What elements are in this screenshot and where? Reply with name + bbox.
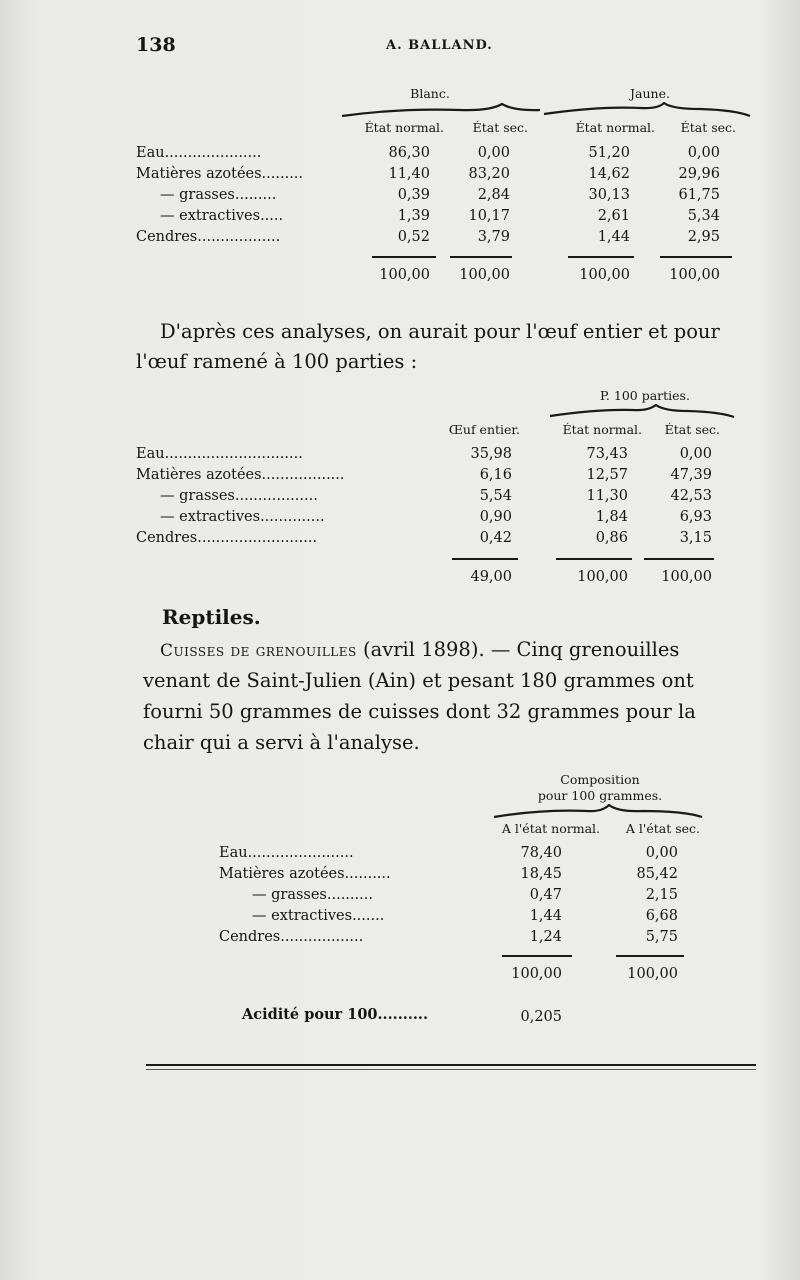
cell: 0,90 xyxy=(479,509,512,525)
brace-jaune xyxy=(540,102,755,122)
cell: 29,96 xyxy=(678,166,720,182)
group-header-blanc: Blanc. xyxy=(410,86,450,101)
cell: 73,43 xyxy=(586,446,628,462)
cell: 47,39 xyxy=(670,467,712,483)
cell: 85,42 xyxy=(636,866,678,882)
cell: 78,40 xyxy=(520,845,562,861)
paragraph-line: fourni 50 grammes de cuisses dont 32 grammes pour la xyxy=(143,700,696,723)
section-title: Reptiles. xyxy=(162,605,261,629)
total-rule xyxy=(644,558,714,560)
total-rule xyxy=(568,256,634,258)
acidity-label: Acidité pour 100.......... xyxy=(242,1006,428,1023)
total-cell: 100,00 xyxy=(669,267,720,283)
col-header-whole-egg: Œuf entier. xyxy=(448,422,520,437)
cell: 0,52 xyxy=(397,229,430,245)
total-cell: 100,00 xyxy=(577,569,628,585)
paragraph-line xyxy=(160,638,679,661)
col-header-sec: État sec. xyxy=(664,422,720,437)
total-rule xyxy=(502,955,572,957)
running-title: A. BALLAND. xyxy=(386,38,493,53)
cell: 5,75 xyxy=(645,929,678,945)
cell: 14,62 xyxy=(588,166,630,182)
total-cell: 100,00 xyxy=(511,966,562,982)
cell: 5,54 xyxy=(479,488,512,504)
cell: 0,00 xyxy=(645,845,678,861)
row-label: Eau.............................. xyxy=(136,446,303,462)
paragraph-line: D'après ces analyses, on aurait pour l'œuf entier et pour xyxy=(160,320,720,343)
total-rule xyxy=(660,256,732,258)
cell: 2,84 xyxy=(477,187,510,203)
row-label: — extractives.............. xyxy=(160,509,325,525)
cell: 18,45 xyxy=(520,866,562,882)
total-cell: 100,00 xyxy=(661,569,712,585)
row-label: — grasses.......... xyxy=(252,887,373,903)
brace-100-parts xyxy=(548,404,738,424)
total-cell: 49,00 xyxy=(470,569,512,585)
group-header-composition: Composition xyxy=(560,772,640,787)
col-header-normal: A l'état normal. xyxy=(501,821,600,836)
paragraph-line-rest: (avril 1898). — Cinq grenouilles xyxy=(356,638,680,661)
cell: 11,40 xyxy=(388,166,430,182)
col-header-jaune-normal: État normal. xyxy=(575,120,655,135)
total-cell: 100,00 xyxy=(379,267,430,283)
cell: 6,68 xyxy=(645,908,678,924)
total-rule xyxy=(372,256,436,258)
col-header-blanc-normal: État normal. xyxy=(364,120,444,135)
acidity-value: 0,205 xyxy=(520,1009,562,1025)
cell: 0,00 xyxy=(679,446,712,462)
cell: 3,15 xyxy=(679,530,712,546)
cell: 0,42 xyxy=(479,530,512,546)
row-label: Eau....................... xyxy=(219,845,354,861)
row-label: Eau..................... xyxy=(136,145,262,161)
cell: 3,79 xyxy=(477,229,510,245)
total-cell: 100,00 xyxy=(627,966,678,982)
row-label: — grasses......... xyxy=(160,187,277,203)
cell: 83,20 xyxy=(468,166,510,182)
end-rule-thin xyxy=(146,1069,756,1070)
total-rule xyxy=(556,558,632,560)
cell: 1,39 xyxy=(397,208,430,224)
row-label: Matières azotées.................. xyxy=(136,467,345,483)
total-rule xyxy=(450,256,512,258)
group-header-per-100g: pour 100 grammes. xyxy=(537,788,663,803)
cell: 1,44 xyxy=(529,908,562,924)
total-rule xyxy=(452,558,518,560)
row-label: Cendres.................. xyxy=(136,229,281,245)
cell: 35,98 xyxy=(470,446,512,462)
row-label: — grasses.................. xyxy=(160,488,318,504)
cell: 6,93 xyxy=(679,509,712,525)
cell: 2,95 xyxy=(687,229,720,245)
cell: 11,30 xyxy=(586,488,628,504)
row-label: Cendres.......................... xyxy=(136,530,318,546)
cell: 0,00 xyxy=(477,145,510,161)
cell: 30,13 xyxy=(588,187,630,203)
cell: 0,39 xyxy=(397,187,430,203)
col-header-normal: État normal. xyxy=(562,422,642,437)
row-label: Matières azotées.......... xyxy=(219,866,391,882)
paragraph-line: chair qui a servi à l'analyse. xyxy=(143,731,420,754)
paragraph-line: l'œuf ramené à 100 parties : xyxy=(136,350,418,373)
group-header-100-parts: P. 100 parties. xyxy=(600,388,690,403)
row-label: — extractives..... xyxy=(160,208,284,224)
end-rule xyxy=(146,1064,756,1066)
page-number: 138 xyxy=(136,34,176,56)
cell: 0,47 xyxy=(529,887,562,903)
cell: 61,75 xyxy=(678,187,720,203)
cell: 10,17 xyxy=(468,208,510,224)
cell: 0,00 xyxy=(687,145,720,161)
cell: 42,53 xyxy=(670,488,712,504)
col-header-blanc-sec: État sec. xyxy=(472,120,528,135)
cell: 6,16 xyxy=(479,467,512,483)
total-cell: 100,00 xyxy=(459,267,510,283)
col-header-sec: A l'état sec. xyxy=(625,821,700,836)
row-label: Cendres.................. xyxy=(219,929,364,945)
cell: 5,34 xyxy=(687,208,720,224)
row-label: Matières azotées......... xyxy=(136,166,304,182)
cell: 51,20 xyxy=(588,145,630,161)
cell: 1,24 xyxy=(529,929,562,945)
row-label: — extractives....... xyxy=(252,908,385,924)
cell: 1,84 xyxy=(595,509,628,525)
cell: 86,30 xyxy=(388,145,430,161)
total-cell: 100,00 xyxy=(579,267,630,283)
cell: 0,86 xyxy=(595,530,628,546)
col-header-jaune-sec: État sec. xyxy=(680,120,736,135)
cell: 2,15 xyxy=(645,887,678,903)
group-header-jaune: Jaune. xyxy=(630,86,670,101)
cell: 12,57 xyxy=(586,467,628,483)
cell: 2,61 xyxy=(597,208,630,224)
total-rule xyxy=(616,955,684,957)
paragraph-lead: Cuisses de grenouilles xyxy=(160,641,357,661)
paragraph-line: venant de Saint-Julien (Ain) et pesant 180 grammes ont xyxy=(143,669,694,692)
cell: 1,44 xyxy=(597,229,630,245)
